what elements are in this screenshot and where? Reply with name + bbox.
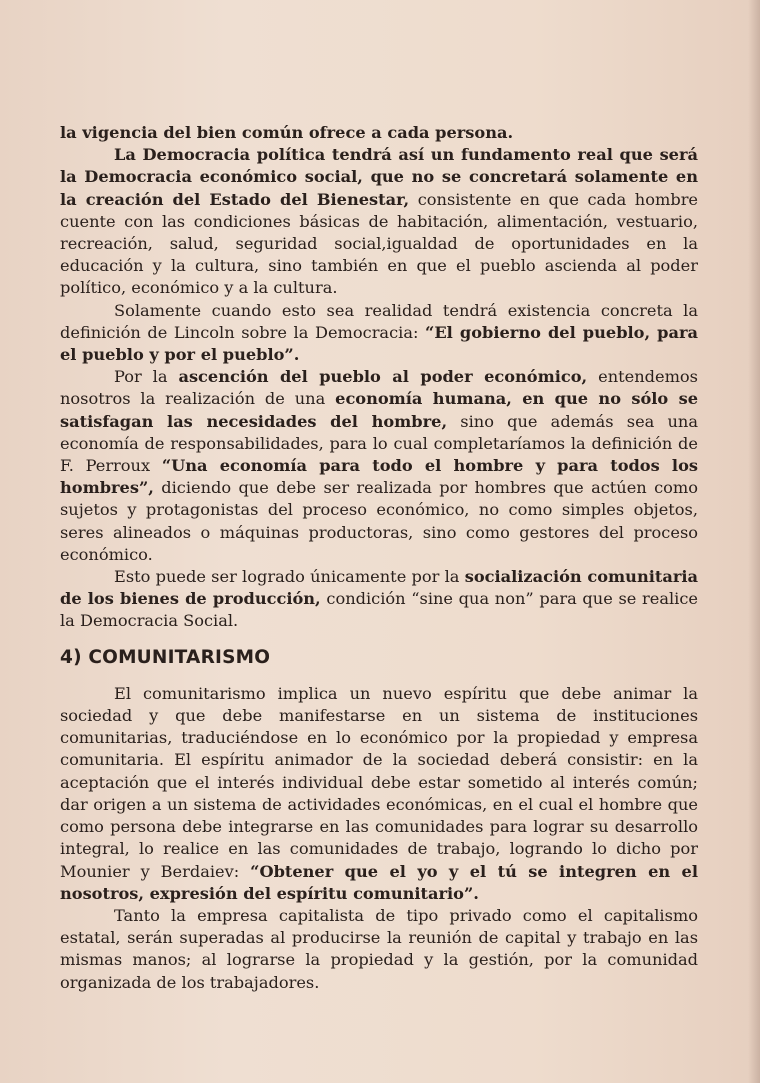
bold-text: socialización comunitaria de los bienes de producción, <box>60 567 698 609</box>
bold-text: ascención del pueblo al poder económico, <box>178 367 588 387</box>
text-run: Esto puede ser logrado únicamente por la <box>114 567 465 587</box>
section-heading: 4) COMUNITARISMO <box>60 646 271 668</box>
text-run: condición “sine qua non” para que se realice la Democracia Social. <box>60 589 698 631</box>
text-run: Solamente cuando esto sea realidad tendrá existencia concreta la definición de Lincoln sobre la Democracia: <box>60 300 698 342</box>
paragraph <box>60 566 698 633</box>
text-run: diciendo que debe ser realizada por hombres que actúen como sujetos y protagonistas del proceso económico, no como simples objetos, seres alineados o máquinas productoras, sino como gestores del proceso económico. <box>60 478 698 564</box>
text-run: Por la <box>114 367 179 387</box>
paragraph <box>60 144 698 299</box>
paragraph <box>60 122 698 144</box>
text-run: Tanto la empresa capitalista de tipo privado como el capitalismo estatal, serán superadas al producirse la reunión de capital y trabajo en las mismas manos; al lograrse la propiedad y la gestión, por la comunidad organizada de los trabajadores. <box>60 905 698 992</box>
text-run: consistente en que cada hombre cuente con las condiciones básicas de habitación, alimentación, vestuario, recreación, salud, seguridad social,igualdad de oportunidades en la educación y la cultura, sino también en que el pueblo ascienda al poder político, económico y a la cultura. <box>60 189 699 298</box>
document-body <box>60 122 698 994</box>
bold-text: “El gobierno del pueblo, para el pueblo y por el pueblo”. <box>60 322 699 365</box>
page-spine-shadow <box>748 0 760 1083</box>
section-after <box>60 683 698 994</box>
bold-text: “Obtener que el yo y el tú se integren en el nosotros, expresión del espíritu comunitario”. <box>60 861 698 903</box>
paragraph <box>60 683 698 905</box>
bold-text: economía humana, en que no sólo se satisfagan las necesidades del hombre, <box>60 389 699 431</box>
paragraph <box>60 300 698 367</box>
paragraph <box>60 366 698 566</box>
text-run: entendemos nosotros la realización de una <box>60 367 698 409</box>
text-run: sino que además sea una economía de responsabilidades, para lo cual completaríamos la definición de F. Perroux <box>60 411 698 476</box>
bold-text: la vigencia del bien común ofrece a cada persona. <box>60 123 514 142</box>
bold-text: La Democracia política tendrá así un fundamento real que será la Democracia económico social, que no se concretará solamente en la creación del Estado del Bienestar, <box>60 145 698 209</box>
text-run: El comunitarismo implica un nuevo espíritu que debe animar la sociedad y que debe manifestarse en un sistema de instituciones comunitarias, traduciéndose en lo económico por la propiedad y empresa comunitaria. El espíritu animador de la sociedad deberá consistir: en la aceptación que el interés individual debe estar sometido al interés común; dar origen a un sistema de actividades económicas, en el cual el hombre que como persona debe integrarse en las comunidades para lograr su desarrollo integral, lo realice en las comunidades de trabajo, logrando lo dicho por Mounier y Berdaiev: <box>60 683 698 881</box>
section-before <box>60 122 698 633</box>
bold-text: “Una economía para todo el hombre y para todos los hombres”, <box>60 456 698 498</box>
paragraph <box>60 905 698 994</box>
